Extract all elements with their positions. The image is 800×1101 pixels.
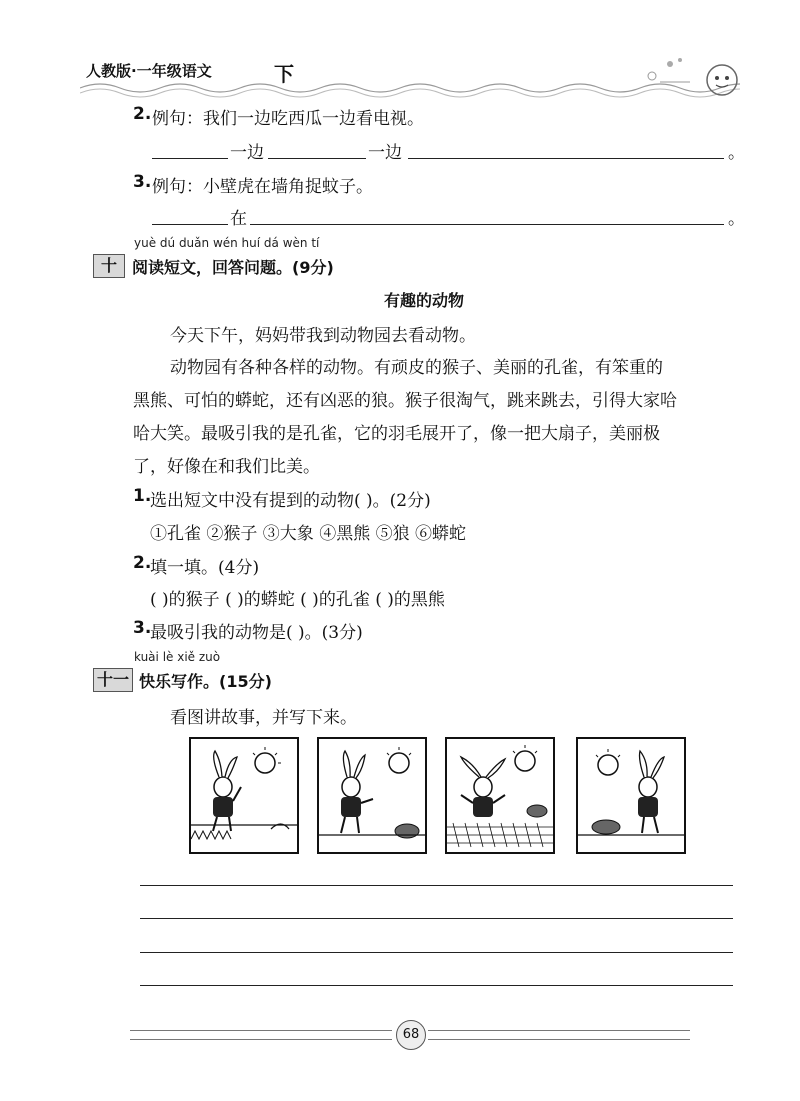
page-header: [80, 58, 740, 98]
writing-line-3[interactable]: [140, 952, 733, 953]
header-volume: 下: [274, 62, 294, 86]
prev-q3-word: 在: [230, 209, 247, 229]
prev-q3-blank-2[interactable]: [250, 224, 724, 225]
footer-rule-right: [428, 1030, 690, 1040]
rabbit-scene-3-icon: [447, 739, 553, 852]
s10-q1-label: 1.: [133, 486, 152, 506]
prev-q3-example: 例句：小壁虎在墙角捉蚊子。: [152, 177, 373, 197]
s10-q2-blanks: ( )的猴子 ( )的蟒蛇 ( )的孔雀 ( )的黑熊: [150, 590, 445, 610]
section11-instruction: 看图讲故事，并写下来。: [170, 708, 357, 728]
prev-q2-word2: 一边: [368, 143, 402, 163]
section10-title: 阅读短文，回答问题。(9分): [132, 258, 334, 277]
rabbit-scene-2-icon: [319, 739, 425, 852]
s10-q2-label: 2.: [133, 553, 152, 573]
page-number: 68: [396, 1020, 426, 1050]
s10-q3-label: 3.: [133, 618, 152, 638]
passage-title: 有趣的动物: [384, 291, 465, 310]
rabbit-scene-1-icon: [191, 739, 297, 852]
writing-line-1[interactable]: [140, 885, 733, 886]
section10-pinyin: yuè dú duǎn wén huí dá wèn tí: [134, 236, 320, 250]
s10-q3-text: 最吸引我的动物是( )。(3分): [150, 623, 363, 643]
passage-para2-line3: 哈大笑。最吸引我的是孔雀，它的羽毛展开了，像一把大扇子，美丽极: [133, 424, 660, 444]
story-panel-2: [317, 737, 427, 854]
passage-para2-line1: 动物园有各种各样的动物。有顽皮的猴子、美丽的孔雀，有笨重的: [170, 358, 663, 378]
rabbit-scene-4-icon: [578, 739, 684, 852]
section11-number: 十一: [93, 668, 133, 692]
header-cartoon-logo-icon: [640, 54, 740, 98]
prev-q2-blank-3[interactable]: [408, 158, 724, 159]
prev-q2-blank-2[interactable]: [268, 158, 366, 159]
prev-q2-blank-1[interactable]: [152, 158, 228, 159]
page-footer: [130, 1020, 690, 1050]
section10-number: 十: [93, 254, 125, 278]
s10-q1-text: 选出短文中没有提到的动物( )。(2分): [150, 491, 431, 511]
passage-para2-line2: 黑熊、可怕的蟒蛇，还有凶恶的狼。猴子很淘气，跳来跳去，引得大家哈: [133, 391, 677, 411]
section11-pinyin: kuài lè xiě zuò: [134, 650, 221, 664]
prev-q3-blank-1[interactable]: [152, 224, 228, 225]
header-edition: 人教版·一年级语文: [86, 62, 212, 80]
story-panel-4: [576, 737, 686, 854]
story-panel-1: [189, 737, 299, 854]
passage-para1: 今天下午，妈妈带我到动物园去看动物。: [170, 326, 476, 346]
prev-q2-end: 。: [728, 143, 745, 163]
s10-q2-text: 填一填。(4分): [150, 558, 260, 578]
prev-q2-word1: 一边: [230, 143, 264, 163]
prev-q2-example: 例句：我们一边吃西瓜一边看电视。: [152, 109, 424, 129]
writing-line-4[interactable]: [140, 985, 733, 986]
s10-q1-options: ①孔雀 ②猴子 ③大象 ④黑熊 ⑤狼 ⑥蟒蛇: [150, 524, 467, 544]
section11-title: 快乐写作。(15分): [139, 672, 272, 691]
prev-q3-end: 。: [728, 209, 745, 229]
story-panel-3: [445, 737, 555, 854]
passage-para2-line4: 了，好像在和我们比美。: [133, 457, 320, 477]
writing-line-2[interactable]: [140, 918, 733, 919]
prev-q2-label: 2.: [133, 104, 152, 124]
footer-rule-left: [130, 1030, 392, 1040]
prev-q3-label: 3.: [133, 172, 152, 192]
